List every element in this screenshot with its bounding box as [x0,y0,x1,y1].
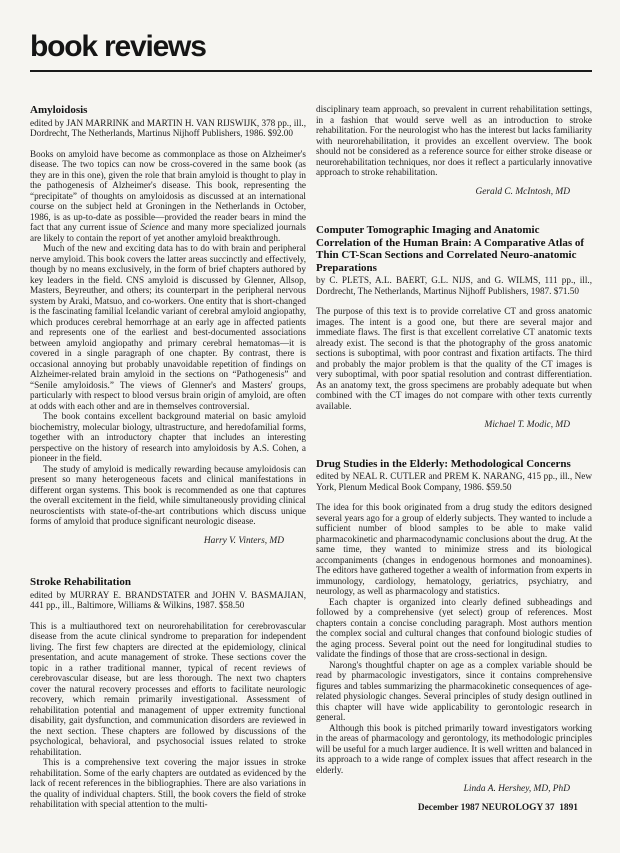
journal-name-italic: Science [140,222,169,232]
paragraph-text: and many more specialized journals are likely to contain the report of yet another amyloid breakthrough. [30,222,306,243]
two-column-layout [30,104,592,853]
review-title-stroke: Stroke Rehabilitation [30,576,131,588]
review-paragraph: Much of the new and exciting data has to do with brain and peripheral nerve amyloid. This book covers the latter areas succinctly and effectively, though by no means exclusively, in the form of brief chapters authored by key leaders in the field. CNS amyloid is discussed by Glenner, Allsop, Masters, Beyreuther, and others; its counterpart in the peripheral nervous system by Araki, Matsuo, and co-workers. One entity that is short-changed is the fascinating familial Icelandic variant of cerebral amyloid angiopathy, which produces cerebral hemorrhage at an early age in affected patients and represents one of the earliest and best-documented associations between amyloid angiopathy and primary cerebral hematomas—it is covered in a single paragraph of one chapter. By contrast, there is occasional annoying but probably unavoidable repetition of findings on Alzheimer-related brain amyloid in the sections on “Pathogenesis” and “Senile amyloidosis.” The views of Glenner's and Masters' groups, particularly with respect to blood versus brain origin of amyloid, are often at odds with each other and are in themselves controversial. [30,243,306,411]
review-paragraph: The book contains excellent background material on basic amyloid biochemistry, molecular biology, ultrastructure, and heredofamilial forms, together with an introductory chapter that includes an interesting perspective on the history of research into amyloidosis by A.S. Cohen, a pioneer in the field. [30,411,306,463]
review-paragraph: Each chapter is organized into clearly defined subheadings and followed by a comprehensive (yet select) group of references. Most chapters contain a concise concluding paragraph. Most authors mention the complex social and cultural changes that confound biologic studies of the aging process. Several point out the need for longitudinal studies to validate the findings of those that are cross-sectional in design. [316,596,592,659]
review-byline-amyloidosis: edited by JAN MARRINK and MARTIN H. VAN RIJSWIJK, 378 pp., ill., Dordrecht, The Netherlands, Martinus Nijhoff Publishers, 1986. $92.00 [30,117,306,138]
review-paragraph [30,149,306,244]
journal-footer-line: December 1987 NEUROLOGY 37 1891 [417,802,578,813]
reviewer-signature: Harry V. Vinters, MD [203,535,284,546]
review-drug-studies [316,458,592,795]
right-column [316,104,592,853]
review-paragraph: Narong's thoughtful chapter on age as a complex variable should be read by pharmacologic investigators, since it contains comprehensive figures and tables summarizing the pharmacokinetic consequences of age-related physiologic changes. Several principles of study design outlined in this chapter will have wide applicability to gerontologic research in general. [316,659,592,722]
review-paragraph: The purpose of this text is to provide correlative CT and gross anatomic images. The intent is a good one, but there are several major and immediate flaws. The first is that excellent correlative CT anatomic texts already exist. The second is that the photography of the gross anatomic sections is suboptimal, with poor contrast and fixation artifacts. The third and probably the major problem is that the quality of the CT images is very suboptimal, with poor spatial resolution and contrast differentiation. As an anatomy text, the gross specimens are probably adequate but when combined with the CT images do not compare with other texts currently available. [316,306,592,411]
reviewer-signature: Gerald C. McIntosh, MD [475,186,570,197]
review-title-amyloidosis: Amyloidosis [30,104,88,116]
review-ct-imaging [316,224,592,431]
page-title: book reviews [30,30,206,63]
review-title-ct: Computer Tomographic Imaging and Anatomic Correlation of the Human Brain: A Comparative Atlas of Thin CT-Scan Sections and Correlated Neuro-anatomic Preparations [316,224,585,274]
review-paragraph: The idea for this book originated from a drug study the editors designed several years ago for a group of elderly subjects. They wanted to include a sufficient number of blood samples to be able to make valid pharmacokinetic and pharmacodynamic conclusions about the drug. At the same time, they wanted to minimize stress and its biological accompaniments (changes in endogenous hormones and monoamines). The editors have gathered together a wealth of information from experts in immunology, cardiology, hematology, geriatrics, psychiatry, and neurology, as well as pharmacology and statistics. [316,502,592,596]
review-paragraph-continuation: disciplinary team approach, so prevalent in current rehabilitation settings, in a fashion that would serve well as an introduction to stroke rehabilitation. For the neurologist who has the interest but lacks familiarity with neurorehabilitation, it provides an excellent overview. The book should not be considered as a reference source for either stroke disease or neurorehabilitation techniques, nor does it reflect a particularly innovative approach to stroke rehabilitation. [316,104,592,177]
review-amyloidosis [30,104,306,546]
review-paragraph: The study of amyloid is medically rewarding because amyloidosis can present so many heterogeneous facets and clinical manifestations in different organ systems. This book is recommended as one that captures the overall excitement in the field, while simultaneously providing clinical neuroscientists with state-of-the-art contributions which discuss unique forms of amyloid that produce significant neurologic disease. [30,463,306,526]
review-paragraph: This is a multiauthored text on neurorehabilitation for cerebrovascular disease from the acute clinical syndrome to preparation for independent living. The first few chapters are directed at the epidemiology, clinical presentation, and acute management of stroke. These sections cover the topic in a rather traditional manner, typical of recent reviews of cerebrovascular disease, but are less thorough. The next two chapters cover the natural recovery processes and efforts to facilitate neurologic recovery, which remain primarily investigational. Assessment of rehabilitation potential and management of upper extremity functional disability, gait dysfunction, and communication disorders are reviewed in the next section. These chapters are followed by discussions of the psychological, behavioral, and psychosocial issues related to stroke rehabilitation. [30,620,306,757]
review-paragraph: This is a comprehensive text covering the major issues in stroke rehabilitation. Some of the early chapters are outdated as evidenced by the lack of recent references in the bibliographies. There are also variations in the quality of individual chapters. Still, the book covers the field of stroke rehabilitation with special attention to the multi- [30,757,306,809]
left-column [30,104,306,853]
reviewer-signature: Michael T. Modic, MD [484,420,570,430]
review-byline-stroke: edited by MURRAY E. BRANDSTATER and JOHN V. BASMAJIAN, 441 pp., ill., Baltimore, Williams & Wilkins, 1987. $58.50 [30,589,306,610]
reviewer-signature: Linda A. Hershey, MD, PhD [463,784,570,794]
paragraph-text: Books on amyloid have become as commonplace as those on Alzheimer's disease. The two topics can now be cross-covered in the same book (as they are in this one), given the role that brain amyloid is thought to play in the pathogenesis of Alzheimer's disease. This book, representing the “precipitate” of thoughts on amyloidosis as discussed at an international course on the subject held at Groningen in the Netherlands in October, 1986, is as up-to-date as possible—provided the reader bears in mind the fact that any current issue of [30,148,306,232]
review-title-drug: Drug Studies in the Elderly: Methodological Concerns [316,457,571,470]
masthead-rule [30,70,592,72]
masthead [30,30,592,72]
review-byline-ct: by C. PLETS, A.L. BAERT, G.L. NIJS, and G. WILMS, 111 pp., ill., Dordrecht, The Netherlands, Martinus Nijhoff Publishers, 1987. $71.50 [316,275,592,296]
review-byline-drug: edited by NEAL R. CUTLER and PREM K. NARANG, 415 pp., ill., New York, Plenum Medical Book Company, 1986. $59.50 [316,471,592,492]
review-stroke-rehabilitation [30,576,306,810]
review-paragraph: Although this book is pitched primarily toward investigators working in the areas of pharmacology and gerontology, its methodologic principles will be useful for a much larger audience. It is well written and balanced in its approach to a wide range of complex issues that affect research in the elderly. [316,722,592,775]
